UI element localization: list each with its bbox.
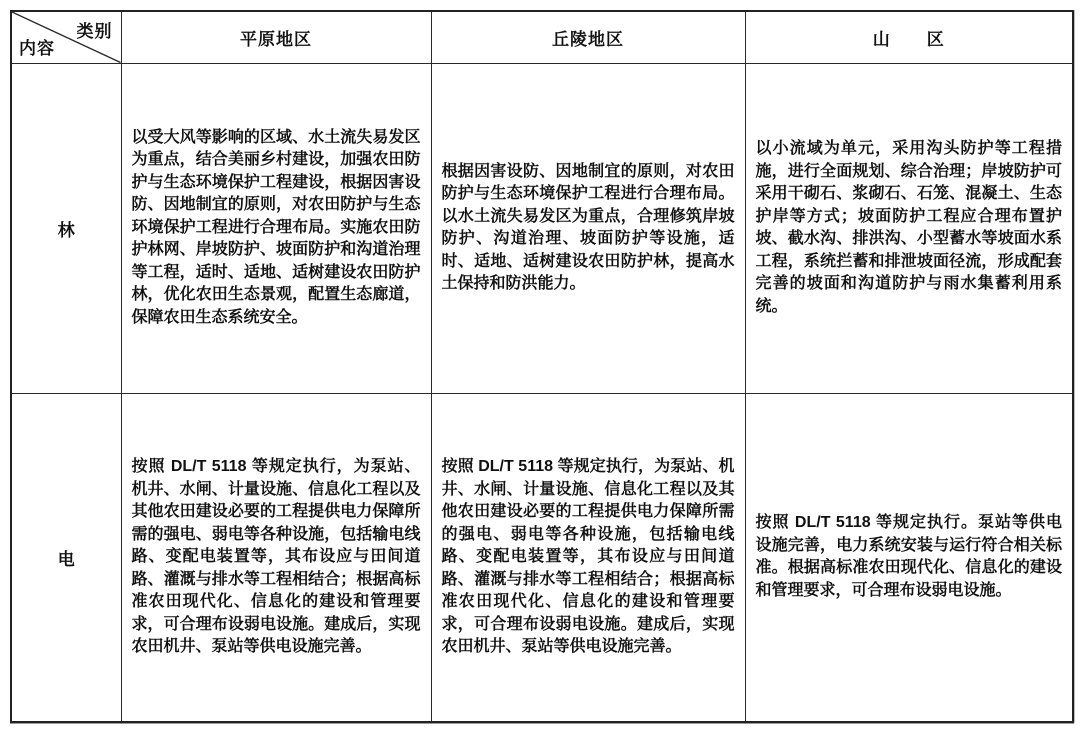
row-label-electricity: 电 xyxy=(11,393,121,722)
column-header-plain: 平原地区 xyxy=(121,11,431,63)
corner-label-category: 类别 xyxy=(76,22,113,41)
column-header-hilly: 丘陵地区 xyxy=(431,11,745,63)
cell-electricity-plain: 按照 DL/T 5118 等规定执行，为泵站、机井、水闸、计量设施、信息化工程以及其他农田建设必要的工程提供电力保障所需的强电、弱电等各种设施，包括输电线路、变配电装置等，其布设应与田间道路、灌溉与排水等工程相结合；根据高标准农田现代化、信息化的建设和管理要求，可合理布设弱电设施。建成后，实现农田机井、泵站等供电设施完善。 xyxy=(121,393,431,722)
cell-forest-mountain: 以小流域为单元，采用沟头防护等工程措施，进行全面规划、综合治理；岸坡防护可采用干砌石、浆砌石、石笼、混凝土、生态护岸等方式；坡面防护工程应合理布置护坡、截水沟、排洪沟、小型蓄水等坡面水系工程，系统拦蓄和排泄坡面径流，形成配套完善的坡面和沟道防护与雨水集蓄利用系统。 xyxy=(745,63,1073,393)
column-header-mountain: 山 区 xyxy=(745,11,1073,63)
cell-electricity-mountain: 按照 DL/T 5118 等规定执行。泵站等供电设施完善，电力系统安装与运行符合相关标准。根据高标准农田现代化、信息化的建设和管理要求，可合理布设弱电设施。 xyxy=(745,393,1073,722)
cell-forest-plain: 以受大风等影响的区域、水土流失易发区为重点，结合美丽乡村建设，加强农田防护与生态环境保护工程建设，根据因害设防、因地制宜的原则，对农田防护与生态环境保护工程进行合理布局。实施农田防护林网、岸坡防护、坡面防护和沟道治理等工程，适时、适地、适树建设农田防护林，优化农田生态景观，配置生态廊道，保障农田生态系统安全。 xyxy=(121,63,431,393)
row-label-forest: 林 xyxy=(11,63,121,393)
corner-header-cell xyxy=(11,11,121,63)
table-row-electricity xyxy=(11,393,1073,722)
table-row-forest xyxy=(11,63,1073,393)
header-row xyxy=(11,11,1073,63)
cell-electricity-hilly: 按照 DL/T 5118 等规定执行，为泵站、机井、水闸、计量设施、信息化工程以及其他农田建设必要的工程提供电力保障所需的强电、弱电等各种设施，包括输电线路、变配电装置等，其布设应与田间道路、灌溉与排水等工程相结合；根据高标准农田现代化、信息化的建设和管理要求，可合理布设弱电设施。建成后，实现农田机井、泵站等供电设施完善。 xyxy=(431,393,745,722)
cell-forest-hilly: 根据因害设防、因地制宜的原则，对农田防护与生态环境保护工程进行合理布局。以水土流失易发区为重点，合理修筑岸坡防护、沟道治理、坡面防护等设施，适时、适地、适树建设农田防护林，提高水土保持和防洪能力。 xyxy=(431,63,745,393)
farmland-spec-table xyxy=(10,10,1074,723)
corner-label-content: 内容 xyxy=(19,38,55,58)
